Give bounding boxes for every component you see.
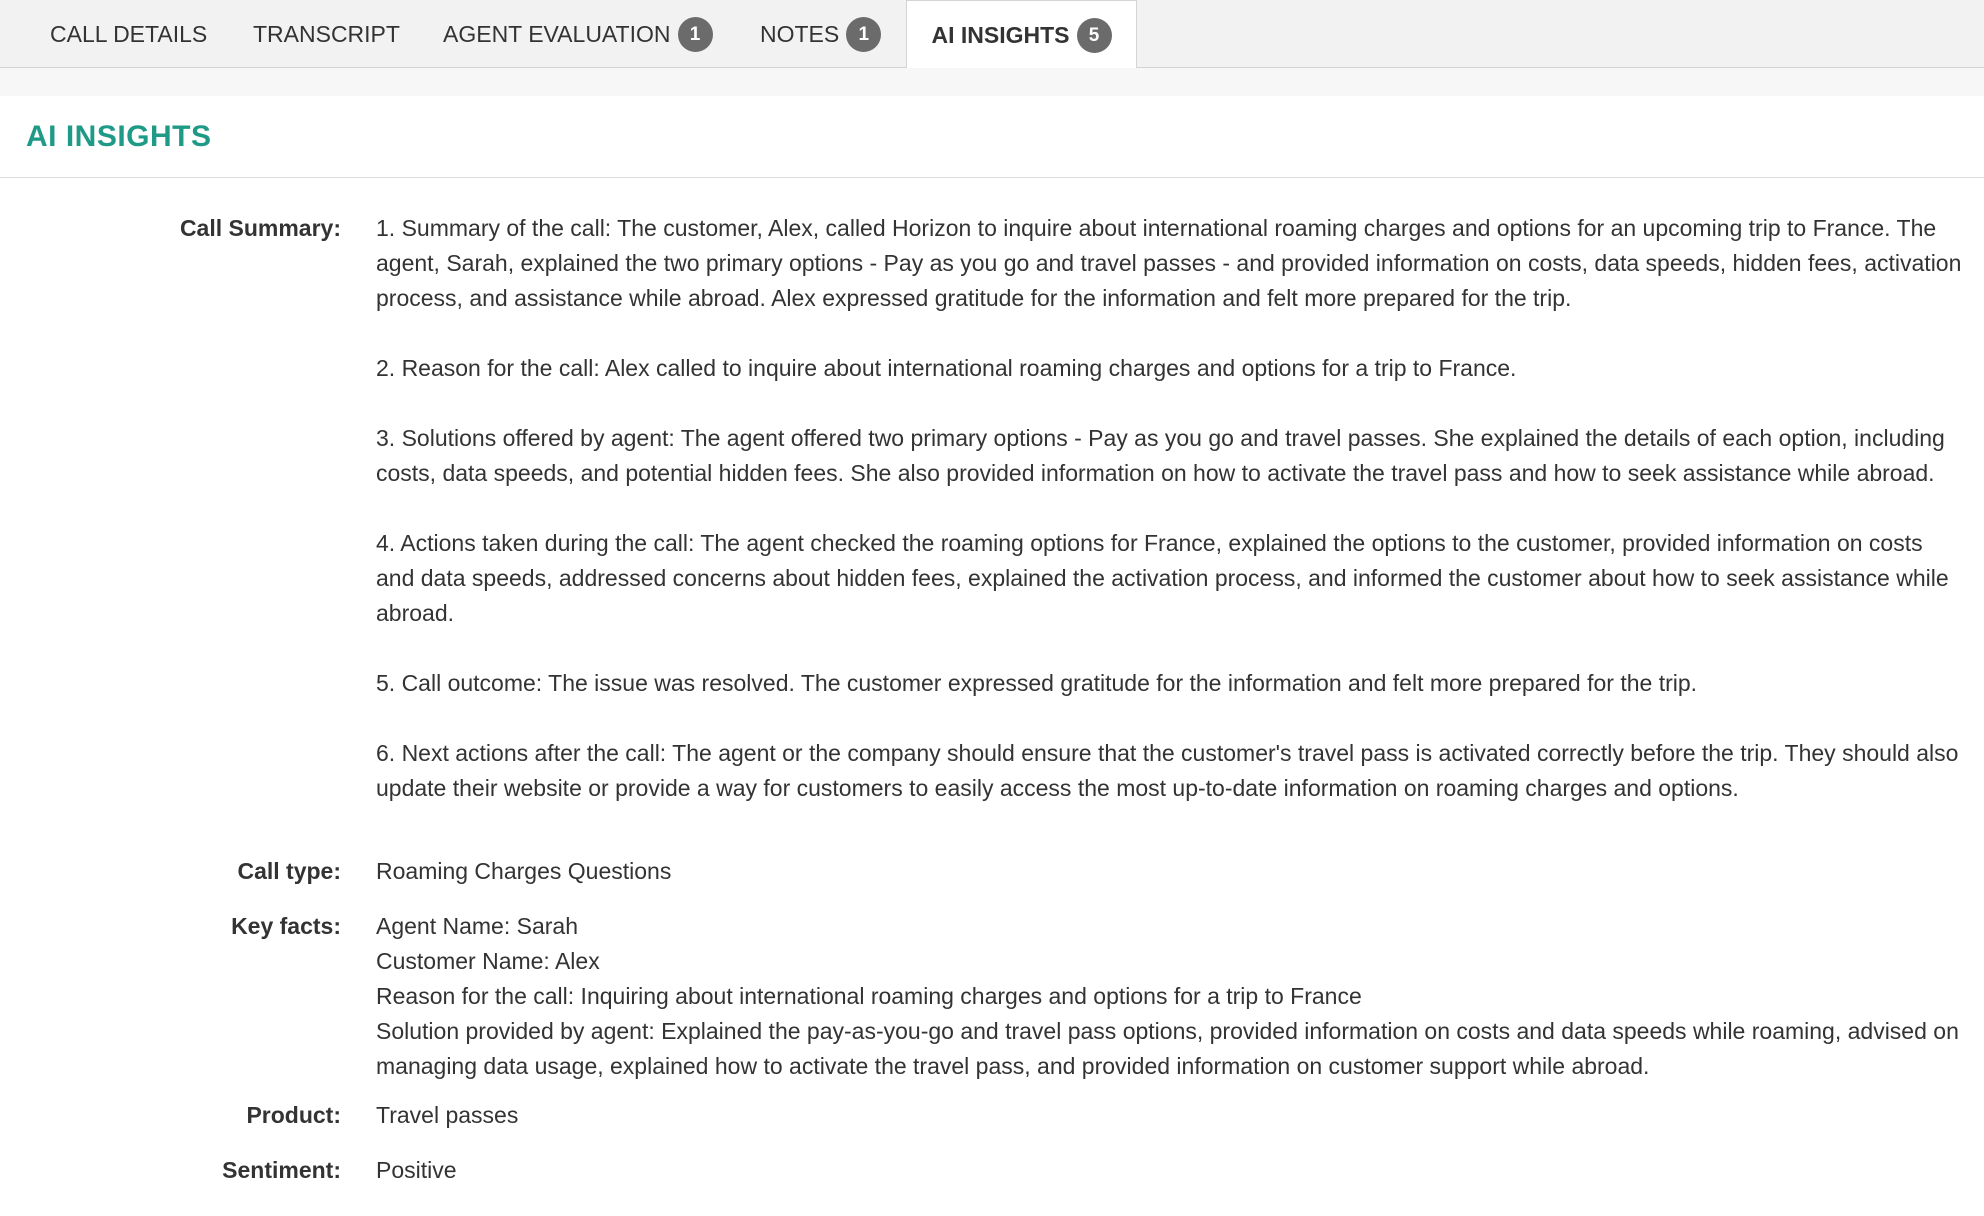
tab-agent-evaluation[interactable] — [443, 0, 713, 68]
section-title: AI INSIGHTS — [26, 120, 212, 153]
tab-notes[interactable] — [760, 0, 881, 68]
summary-paragraph: 4. Actions taken during the call: The agent checked the roaming options for France, explained the options to the customer, provided information on costs and data speeds, addressed concerns about hidden fees, explained the activation process, and informed the customer about how to seek assistance while abroad. — [376, 530, 1949, 626]
call-summary-value — [376, 211, 1966, 806]
summary-paragraph: 6. Next actions after the call: The agent or the company should ensure that the customer's travel pass is activated correctly before the trip. They should also update their website or provide a way for customers to easily access the most up-to-date information on roaming charges and options. — [376, 740, 1959, 801]
sentiment-value: Positive — [376, 1157, 457, 1183]
tab-label: AGENT EVALUATION — [443, 20, 671, 47]
tab-ai-insights[interactable] — [906, 0, 1137, 70]
key-fact-line: Agent Name: Sarah — [376, 913, 579, 939]
tab-label: TRANSCRIPT — [253, 20, 400, 47]
key-fact-line: Customer Name: Alex — [376, 948, 600, 974]
count-badge: 1 — [678, 17, 713, 52]
call-type-label: Call type: — [237, 858, 341, 884]
count-badge: 1 — [846, 17, 881, 52]
summary-paragraph: 3. Solutions offered by agent: The agent offered two primary options - Pay as you go and travel passes. She explained the details of each option, including costs, data speeds, and potential hidden fees. She also provided information on how to activate the travel pass and how to seek assistance while abroad. — [376, 425, 1945, 486]
tab-transcript[interactable] — [253, 0, 400, 68]
summary-paragraph: 2. Reason for the call: Alex called to inquire about international roaming charges and options for a trip to France. — [376, 355, 1517, 381]
key-facts-value — [376, 909, 1966, 1084]
key-fact-line: Solution provided by agent: Explained the pay-as-you-go and travel pass options, provided information on costs and data speeds while roaming, advised on managing data usage, explained how to activate the travel pass, and provided information on customer support while abroad. — [376, 1018, 1959, 1079]
call-type-value: Roaming Charges Questions — [376, 858, 672, 884]
summary-paragraph: 1. Summary of the call: The customer, Alex, called Horizon to inquire about international roaming charges and options for an upcoming trip to France. The agent, Sarah, explained the two primary options - Pay as you go and travel passes - and provided information on costs, data speeds, hidden fees, activation process, and assistance while abroad. Alex expressed gratitude for the information and felt more prepared for the trip. — [376, 215, 1962, 311]
product-value: Travel passes — [376, 1102, 519, 1128]
divider — [0, 177, 1984, 178]
tab-label: AI INSIGHTS — [931, 22, 1070, 48]
sentiment-label: Sentiment: — [222, 1157, 341, 1183]
tab-label: NOTES — [760, 20, 840, 47]
key-facts-label: Key facts: — [231, 913, 341, 939]
key-fact-line: Reason for the call: Inquiring about international roaming charges and options for a trip to France — [376, 983, 1362, 1009]
tab-call-details[interactable] — [50, 0, 207, 68]
call-summary-label: Call Summary: — [179, 215, 341, 241]
tab-content-gap — [0, 68, 1984, 96]
product-label: Product: — [246, 1102, 341, 1128]
tab-bar — [0, 0, 1984, 68]
count-badge: 5 — [1077, 18, 1112, 53]
tab-label: CALL DETAILS — [50, 20, 208, 47]
summary-paragraph: 5. Call outcome: The issue was resolved. The customer expressed gratitude for the information and felt more prepared for the trip. — [376, 670, 1698, 696]
